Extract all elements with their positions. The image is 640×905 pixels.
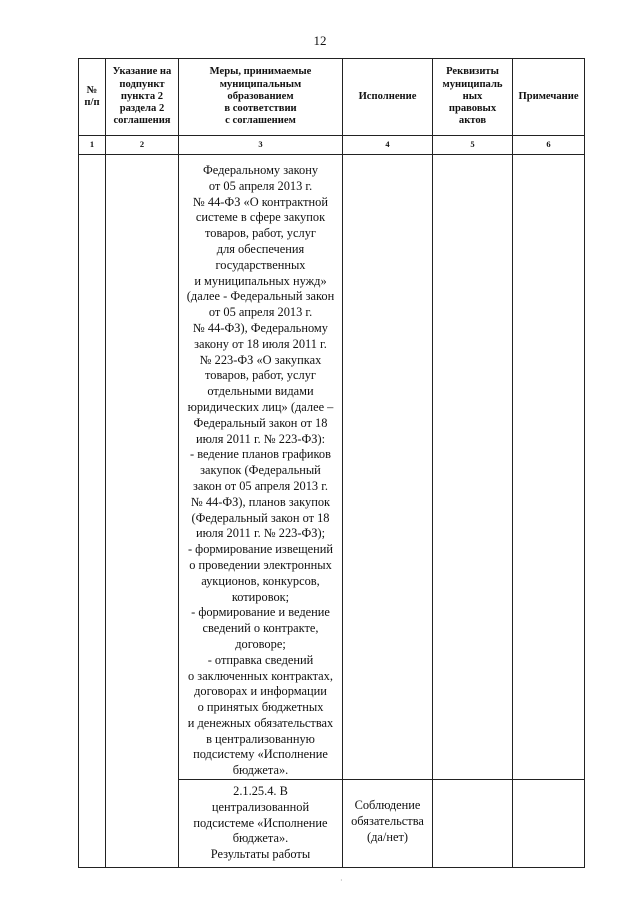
table-header-row bbox=[79, 59, 585, 136]
requisites-cell bbox=[433, 155, 513, 780]
agreement-measures-table bbox=[78, 58, 585, 868]
measures-cell bbox=[179, 780, 343, 868]
execution-text: Соблюдение обязательства (да/нет) bbox=[351, 798, 424, 844]
column-number: 6 bbox=[513, 136, 585, 155]
column-number: 3 bbox=[179, 136, 343, 155]
column-number: 5 bbox=[433, 136, 513, 155]
row-number-cell bbox=[79, 155, 106, 868]
header-requisites: Реквизиты муниципаль ных правовых актов bbox=[433, 59, 513, 136]
measures-cell bbox=[179, 155, 343, 780]
column-number: 4 bbox=[343, 136, 433, 155]
header-number: № п/п bbox=[79, 59, 106, 136]
header-measures: Меры, принимаемые муниципальным образованием в соответствии с соглашением bbox=[179, 59, 343, 136]
note-cell bbox=[513, 780, 585, 868]
column-number-row bbox=[79, 136, 585, 155]
scan-speck: · bbox=[340, 876, 343, 885]
header-note: Примечание bbox=[513, 59, 585, 136]
subpoint-cell bbox=[106, 155, 179, 868]
column-number: 2 bbox=[106, 136, 179, 155]
column-number: 1 bbox=[79, 136, 106, 155]
execution-cell bbox=[343, 155, 433, 780]
header-subpoint: Указание на подпункт пункта 2 раздела 2 соглашения bbox=[106, 59, 179, 136]
table-row bbox=[79, 155, 585, 780]
measures-text: 2.1.25.4. В централизованной подсистеме «Исполнение бюджета». Результаты работы bbox=[193, 784, 328, 862]
requisites-cell bbox=[433, 780, 513, 868]
page-number: 12 bbox=[313, 33, 327, 48]
execution-cell bbox=[343, 780, 433, 868]
header-execution: Исполнение bbox=[343, 59, 433, 136]
note-cell bbox=[513, 155, 585, 780]
measures-text: Федеральному закону от 05 апреля 2013 г. № 44-ФЗ «О контрактной системе в сфере закупок товаров, работ, услуг для обеспечения государственных и муниципальных нужд» (далее - Федеральный закон от 05 апреля 2013 г. № 44-ФЗ), Федеральному закону от 18 июля 2011 г. № 223-ФЗ «О закупках товаров, работ, услуг отдельными видами юридических лиц» (далее – Федеральный закон от 18 июля 2011 г. № 223-ФЗ): - ведение планов графиков закупок (Федеральный закон от 05 апреля 2013 г. № 44-ФЗ), планов закупок (Федеральный закон от 18 июля 2011 г. № 223-ФЗ); - формирование извещений о проведении электронных аукционов, конкурсов, котировок; - формирование и ведение сведений о контракте, договоре; - отправка сведений о заключенных контрактах, договорах и информации о принятых бюджетных и денежных обязательствах в централизованную подсистему «Исполнение бюджета». bbox=[186, 163, 335, 778]
